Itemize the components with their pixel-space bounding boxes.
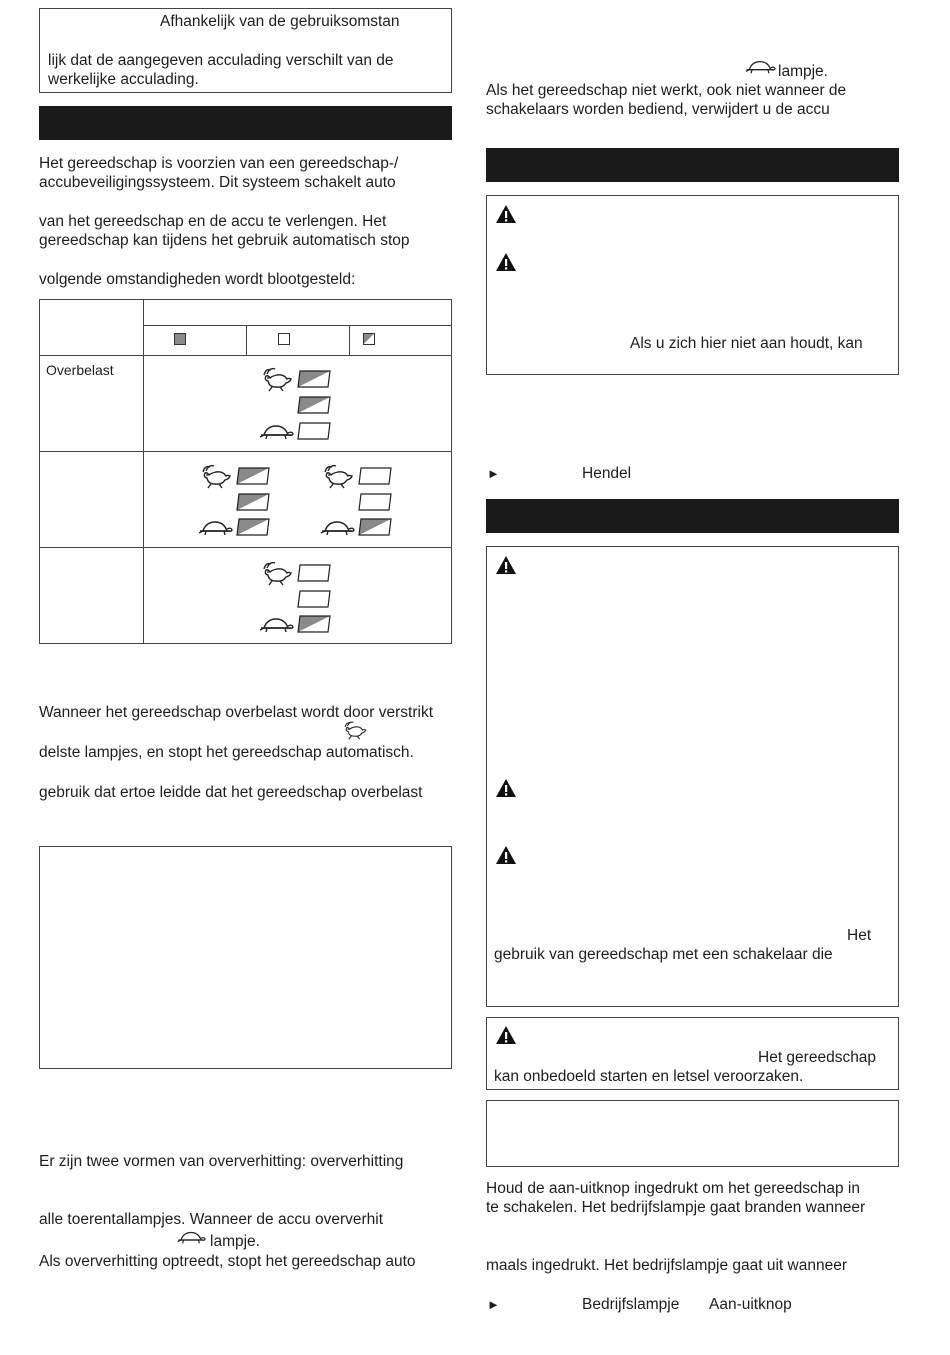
- turtle-icon: [176, 1229, 206, 1246]
- lampje-text: lampje.: [778, 63, 828, 80]
- legend-lamp-on: [144, 326, 247, 356]
- paragraph-line: schakelaars worden bediend, verwijdert u de accu: [486, 101, 830, 118]
- warning-icon: [495, 1025, 517, 1045]
- turtle-icon: [258, 615, 294, 635]
- paragraph-line: gebruik dat ertoe leidde dat het gereedschap overbelast: [39, 784, 423, 801]
- warning-box: [486, 1017, 899, 1090]
- warning-icon: [495, 778, 517, 798]
- rabbit-icon: [260, 560, 294, 586]
- lamp-off-icon: [278, 333, 290, 345]
- warning-icon: [495, 204, 517, 224]
- warning-box: [486, 195, 899, 375]
- lamp-on-icon: [174, 333, 186, 345]
- legend-lamp-off: [247, 326, 350, 356]
- callout-label-hendel: Hendel: [582, 465, 632, 482]
- paragraph-line: accubeveiligingssysteem. Dit systeem schakelt auto: [39, 174, 396, 191]
- lamp-blink-icon: [297, 396, 331, 414]
- paragraph-line: Houd de aan-uitknop ingedrukt om het gereedschap in: [486, 1180, 860, 1197]
- lamp-off-icon: [297, 422, 331, 440]
- warning-text: Het gereedschap: [758, 1049, 877, 1066]
- lamp-off-icon: [358, 493, 392, 511]
- paragraph-line: Wanneer het gereedschap overbelast wordt door verstrikt: [39, 704, 434, 721]
- battery-note-line1: Afhankelijk van de gebruiksomstan: [160, 13, 400, 30]
- paragraph-line: lampje.: [210, 1233, 260, 1250]
- rabbit-icon: [342, 720, 368, 740]
- row-label-overload: [40, 356, 144, 452]
- rabbit-icon: [321, 463, 355, 489]
- table-header-empty: [40, 300, 144, 356]
- battery-note-line2: lijk dat de aangegeven acculading verschilt van de: [48, 52, 394, 69]
- paragraph-line: gereedschap kan tijdens het gebruik automatisch stop: [39, 232, 410, 249]
- turtle-icon: [258, 422, 294, 442]
- warning-icon: [495, 555, 517, 575]
- note-box-empty: [39, 846, 452, 1069]
- paragraph-line: maals ingedrukt. Het bedrijfslampje gaat uit wanneer: [486, 1257, 847, 1274]
- callout-label-bedrijfslampje: Bedrijfslampje: [582, 1296, 680, 1313]
- turtle-icon: [197, 518, 233, 538]
- battery-note-line3: werkelijke acculading.: [48, 71, 199, 88]
- callout-label-aan-uitknop: Aan-uitknop: [709, 1296, 792, 1313]
- paragraph-line: volgende omstandigheden wordt blootgesteld:: [39, 271, 356, 288]
- lamp-blink-icon: [297, 615, 331, 633]
- paragraph-line: van het gereedschap en de accu te verlengen. Het: [39, 213, 387, 230]
- section-heading-bar: [486, 499, 899, 533]
- paragraph-line: Het gereedschap is voorzien van een gereedschap-/: [39, 155, 399, 172]
- section-heading-bar: [39, 106, 452, 140]
- paragraph-line: te schakelen. Het bedrijfslampje gaat branden wanneer: [486, 1199, 866, 1216]
- paragraph-line: Als het gereedschap niet werkt, ook niet wanneer de: [486, 82, 847, 99]
- callout-marker: ►: [487, 466, 500, 481]
- row-label-text: Overbelast: [46, 362, 114, 378]
- warning-icon: [495, 252, 517, 272]
- paragraph-line: Als oververhitting optreedt, stopt het gereedschap auto: [39, 1253, 416, 1270]
- turtle-icon: [744, 58, 776, 76]
- lamp-blink-icon: [236, 518, 270, 536]
- warning-box: [486, 546, 899, 1007]
- table-header-lamps: [144, 300, 452, 326]
- paragraph-line: delste lampjes, en stopt het gereedschap automatisch.: [39, 744, 414, 761]
- row-label-discharge: [40, 548, 144, 644]
- warning-text: kan onbedoeld starten en letsel veroorzaken.: [494, 1068, 804, 1085]
- warning-icon: [495, 845, 517, 865]
- row-label-text: [40, 548, 143, 554]
- row-label-overheat: [40, 452, 144, 548]
- section-heading-bar: [486, 148, 899, 182]
- lamp-blink-icon: [358, 518, 392, 536]
- legend-lamp-blink: [350, 326, 452, 356]
- lamp-blink-icon: [236, 493, 270, 511]
- rabbit-icon: [260, 366, 294, 392]
- warning-text: gebruik van gereedschap met een schakelaar die: [494, 946, 833, 963]
- lamp-blink-icon: [297, 370, 331, 388]
- warning-text: Het: [847, 927, 872, 944]
- battery-note-box: [39, 8, 452, 93]
- turtle-icon: [319, 518, 355, 538]
- lamp-off-icon: [297, 564, 331, 582]
- warning-text: Als u zich hier niet aan houdt, kan: [630, 335, 863, 352]
- paragraph-line: Er zijn twee vormen van oververhitting: oververhitting: [39, 1153, 404, 1170]
- row-label-text: [40, 452, 143, 458]
- lamp-off-icon: [358, 467, 392, 485]
- lamp-off-icon: [297, 590, 331, 608]
- lamp-blink-icon: [236, 467, 270, 485]
- rabbit-icon: [199, 463, 233, 489]
- row-indicators: [144, 452, 452, 548]
- note-box-empty: [486, 1100, 899, 1167]
- paragraph-line: alle toerentallampjes. Wanneer de accu oververhit: [39, 1211, 384, 1228]
- callout-marker: ►: [487, 1297, 500, 1312]
- lamp-blink-icon: [363, 333, 375, 345]
